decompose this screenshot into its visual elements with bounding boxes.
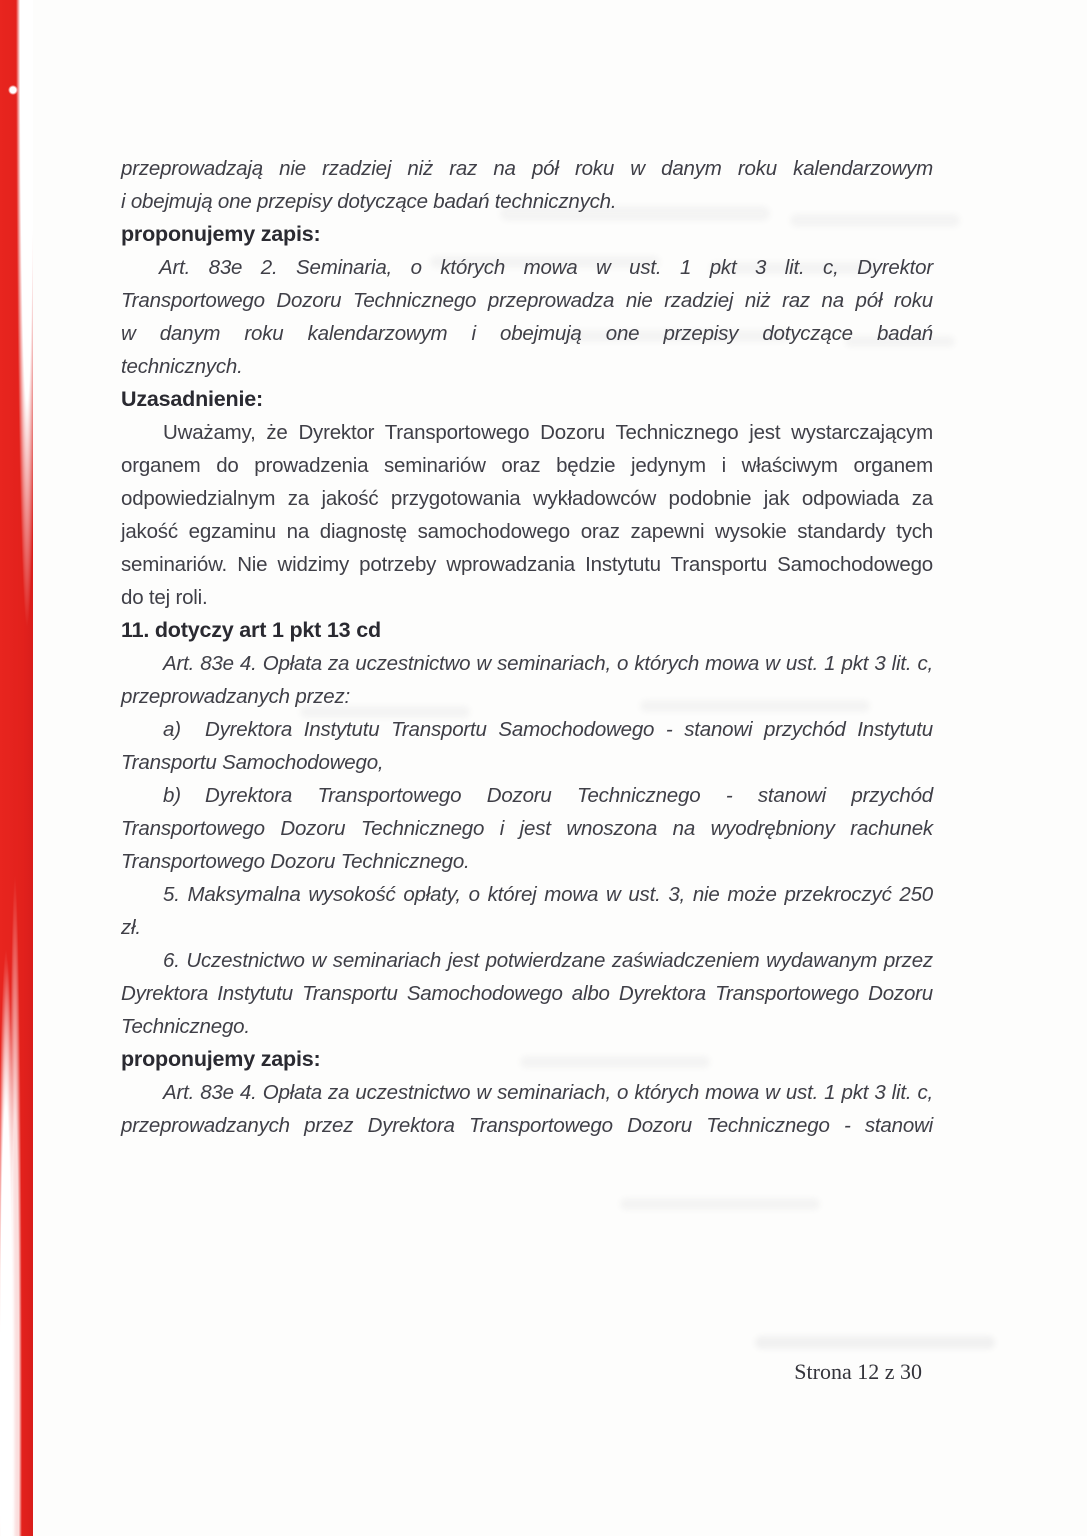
text-line: przeprowadzanych przez: (121, 685, 350, 708)
text-line: Art. 83e 4. Opłata za uczestnictwo w seminariach, o których mowa w ust. 1 pkt 3 lit. c, (163, 652, 933, 675)
scan-artifact (620, 1198, 820, 1210)
text-line: w danym roku kalendarzowym i obejmują one przepisy dotyczące badań (121, 322, 933, 345)
scan-artifact (755, 1336, 995, 1349)
text-line: Technicznego. (121, 1015, 250, 1038)
text-line: jakość egzaminu na diagnostę samochodowego oraz zapewni wysokie standardy tych (121, 520, 933, 543)
text-segment: Dyrektora Instytutu Transportu Samochodowego - stanowi przychód Instytutu (205, 718, 933, 741)
heading-proposed-wording-1: proponujemy zapis: (121, 222, 321, 246)
text-line: do tej roli. (121, 586, 208, 609)
text-line: zł. (121, 916, 141, 939)
text-line: przeprowadzanych przez Dyrektora Transportowego Dozoru Technicznego - stanowi (121, 1114, 933, 1137)
heading-justification: Uzasadnienie: (121, 387, 263, 411)
text-line: Dyrektora Instytutu Transportu Samochodowego albo Dyrektora Transportowego Dozoru (121, 982, 933, 1005)
scan-edge-red-stripe (0, 0, 33, 1536)
text-line: 5. Maksymalna wysokość opłaty, o której mowa w ust. 3, nie może przekroczyć 250 (163, 883, 933, 906)
text-line: Art. 83e 4. Opłata za uczestnictwo w seminariach, o których mowa w ust. 1 pkt 3 lit. c, (163, 1081, 933, 1104)
list-marker-b: b) (163, 784, 181, 807)
list-item-b (121, 779, 933, 878)
text-line: Transportowego Dozoru Technicznego. (121, 850, 470, 873)
text-line (121, 779, 933, 812)
list-marker-a: a) (163, 718, 181, 741)
quote-art-83e-4-proposed (121, 1076, 933, 1142)
text-line: przeprowadzają nie rzadziej niż raz na pół roku w danym roku kalendarzowym (121, 157, 933, 180)
quote-ust-5 (121, 878, 933, 944)
quote-ust-6 (121, 944, 933, 1043)
heading-item-11: 11. dotyczy art 1 pkt 13 cd (121, 618, 381, 642)
text-line: odpowiedzialnym za jakość przygotowania wykładowców podobnie jak odpowiada za (121, 487, 933, 510)
paragraph-continuation (121, 152, 933, 218)
text-line: Transportu Samochodowego, (121, 751, 384, 774)
text-line: Transportowego Dozoru Technicznego przeprowadza nie rzadziej niż raz na pół roku (121, 289, 933, 312)
text-line: Art. 83e 2. Seminaria, o których mowa w ust. 1 pkt 3 lit. c, Dyrektor (159, 256, 933, 279)
document-body (121, 152, 933, 1142)
text-line: i obejmują one przepisy dotyczące badań technicznych. (121, 190, 617, 213)
text-line: organem do prowadzenia seminariów oraz będzie jedynym i właściwym organem (121, 454, 933, 477)
quote-art-83e-4-intro (121, 647, 933, 713)
list-item-a (121, 713, 933, 779)
text-segment: Dyrektora Transportowego Dozoru Technicznego - stanowi przychód (205, 784, 933, 807)
text-line: Transportowego Dozoru Technicznego i jest wnoszona na wyodrębniony rachunek (121, 817, 933, 840)
paragraph-justification (121, 416, 933, 614)
page-number: Strona 12 z 30 (794, 1359, 922, 1384)
text-line: seminariów. Nie widzimy potrzeby wprowadzania Instytutu Transportu Samochodowego (121, 553, 933, 576)
text-line (121, 713, 933, 746)
heading-proposed-wording-2: proponujemy zapis: (121, 1047, 321, 1071)
text-line: Uważamy, że Dyrektor Transportowego Dozoru Technicznego jest wystarczającym (163, 421, 933, 444)
text-line: technicznych. (121, 355, 243, 378)
text-line: 6. Uczestnictwo w seminariach jest potwierdzane zaświadczeniem wydawanym przez (163, 949, 933, 972)
quote-art-83e-2 (121, 251, 933, 383)
